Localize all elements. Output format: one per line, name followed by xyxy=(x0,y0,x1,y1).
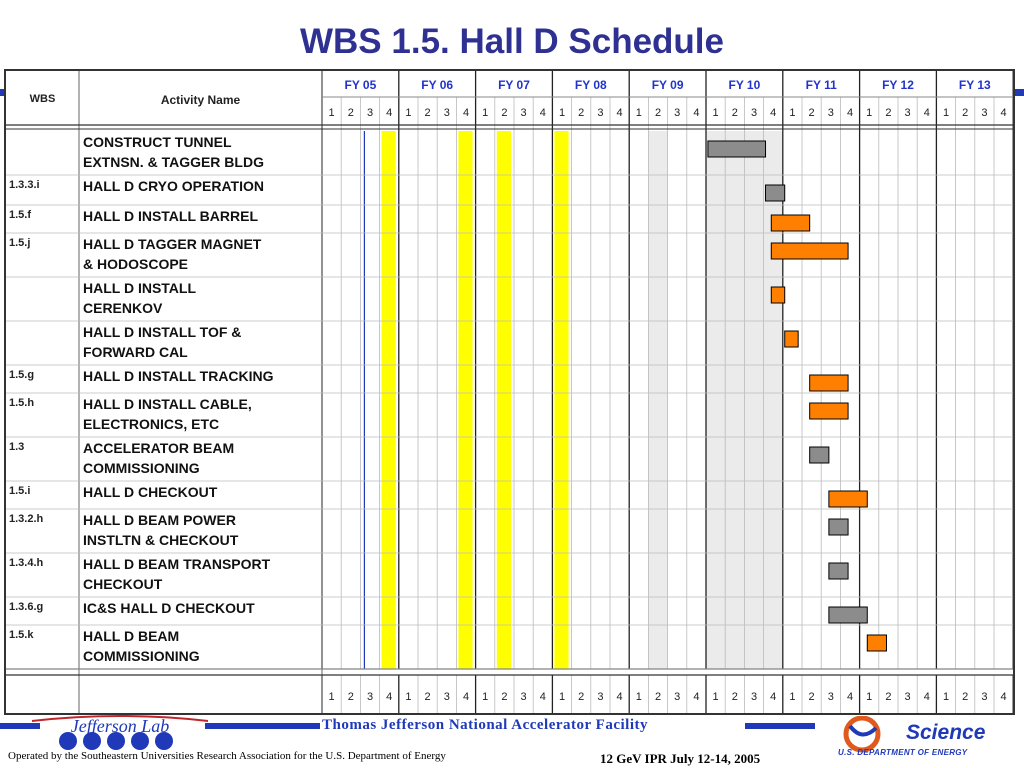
svg-text:Jefferson Lab: Jefferson Lab xyxy=(70,716,170,736)
quarter-footer: 4 xyxy=(616,691,623,703)
task-bar-orange xyxy=(829,491,867,507)
shaded-period-0 xyxy=(648,131,667,669)
quarter-header: 3 xyxy=(366,107,374,119)
task-bar-gray xyxy=(829,563,848,579)
quarter-header: 1 xyxy=(789,107,796,119)
quarter-footer: 4 xyxy=(1000,691,1007,703)
row-activity-name: COMMISSIONING xyxy=(83,648,200,664)
fy-header-0: FY 05 xyxy=(344,78,377,92)
task-bar-orange xyxy=(810,403,848,419)
row-wbs-code: 1.3.3.i xyxy=(9,179,40,191)
yellow-marker-2 xyxy=(497,131,511,669)
quarter-header: 3 xyxy=(674,107,681,119)
quarter-footer: 4 xyxy=(386,691,393,703)
row-activity-name: HALL D INSTALL xyxy=(83,280,197,296)
quarter-header: 4 xyxy=(539,107,546,119)
task-bar-gray xyxy=(708,141,766,157)
quarter-footer: 1 xyxy=(789,691,796,703)
row-activity-name: CHECKOUT xyxy=(83,576,163,592)
quarter-footer: 3 xyxy=(750,691,758,703)
quarter-header: 3 xyxy=(750,107,758,119)
row-activity-name: HALL D INSTALL CABLE, xyxy=(83,396,252,412)
quarter-footer: 2 xyxy=(808,691,815,703)
quarter-footer: 3 xyxy=(827,691,834,703)
quarter-footer: 1 xyxy=(482,691,489,703)
quarter-footer: 2 xyxy=(501,691,508,703)
fy-header-1: FY 06 xyxy=(421,78,454,92)
quarter-header: 2 xyxy=(962,107,969,119)
task-bar-gray xyxy=(829,607,867,623)
doe-science-wordmark: Science xyxy=(906,721,986,744)
quarter-footer: 3 xyxy=(597,691,604,703)
quarter-footer: 3 xyxy=(674,691,681,703)
activity-header: Activity Name xyxy=(160,93,241,107)
quarter-header: 1 xyxy=(328,107,335,119)
row-activity-name: HALL D INSTALL TOF & xyxy=(83,324,242,340)
yellow-marker-3 xyxy=(554,131,568,669)
quarter-header: 2 xyxy=(808,107,815,119)
task-bar-orange xyxy=(810,375,848,391)
row-activity-name: CONSTRUCT TUNNEL xyxy=(83,134,232,150)
quarter-header: 1 xyxy=(482,107,489,119)
fy-header-2: FY 07 xyxy=(498,78,530,92)
jefferson-lab-logo xyxy=(30,713,210,751)
task-bar-orange xyxy=(785,331,798,347)
row-wbs-code: 1.3 xyxy=(9,441,25,453)
quarter-header: 3 xyxy=(597,107,604,119)
fy-header-5: FY 10 xyxy=(728,78,761,92)
quarter-header: 3 xyxy=(827,107,834,119)
quarter-footer: 2 xyxy=(885,691,892,703)
quarter-header: 2 xyxy=(424,107,431,119)
quarter-footer: 4 xyxy=(539,691,546,703)
quarter-header: 1 xyxy=(558,107,566,119)
quarter-header: 3 xyxy=(443,107,450,119)
quarter-header: 2 xyxy=(885,107,892,119)
quarter-footer: 2 xyxy=(962,691,969,703)
row-wbs-code: 1.5.f xyxy=(9,209,32,221)
row-activity-name: HALL D BEAM xyxy=(83,628,180,644)
row-wbs-code: 1.5.k xyxy=(9,629,34,641)
row-activity-name: HALL D CHECKOUT xyxy=(83,484,218,500)
row-activity-name: ACCELERATOR BEAM xyxy=(83,440,235,456)
quarter-header: 1 xyxy=(942,107,950,119)
quarter-header: 2 xyxy=(578,107,585,119)
quarter-footer: 2 xyxy=(731,691,738,703)
row-activity-name: & HODOSCOPE xyxy=(83,256,189,272)
yellow-marker-0 xyxy=(382,131,396,669)
facility-name: Thomas Jefferson National Accelerator Facility xyxy=(322,717,648,733)
row-activity-name: HALL D INSTALL BARREL xyxy=(83,208,258,224)
quarter-footer: 3 xyxy=(904,691,911,703)
quarter-header: 2 xyxy=(347,107,354,119)
task-bar-gray xyxy=(829,519,848,535)
quarter-header: 4 xyxy=(693,107,700,119)
slide-title: WBS 1.5. Hall D Schedule xyxy=(300,22,724,61)
quarter-footer: 4 xyxy=(462,691,470,703)
quarter-header: 1 xyxy=(712,107,719,119)
quarter-header: 4 xyxy=(616,107,623,119)
task-bar-orange xyxy=(771,287,784,303)
quarter-footer: 1 xyxy=(558,691,566,703)
quarter-footer: 4 xyxy=(846,691,854,703)
row-activity-name: INSTLTN & CHECKOUT xyxy=(83,532,239,548)
gantt-chart xyxy=(4,69,1015,715)
quarter-header: 3 xyxy=(520,107,527,119)
row-wbs-code: 1.3.4.h xyxy=(9,557,44,569)
quarter-header: 4 xyxy=(462,107,470,119)
quarter-header: 2 xyxy=(654,107,662,119)
task-bar-gray xyxy=(810,447,829,463)
row-activity-name: HALL D BEAM TRANSPORT xyxy=(83,556,271,572)
quarter-footer: 1 xyxy=(405,691,412,703)
quarter-header: 2 xyxy=(501,107,508,119)
quarter-footer: 1 xyxy=(866,691,873,703)
task-bar-gray xyxy=(766,185,785,201)
quarter-header: 4 xyxy=(770,107,777,119)
quarter-header: 3 xyxy=(904,107,911,119)
fy-header-6: FY 11 xyxy=(805,78,837,92)
quarter-header: 4 xyxy=(846,107,854,119)
wbs-header: WBS xyxy=(29,93,56,105)
row-activity-name: EXTNSN. & TAGGER BLDG xyxy=(83,154,264,170)
task-bar-orange xyxy=(771,215,809,231)
quarter-footer: 1 xyxy=(942,691,950,703)
row-wbs-code: 1.5.i xyxy=(9,485,31,497)
quarter-footer: 3 xyxy=(520,691,527,703)
quarter-footer: 1 xyxy=(712,691,719,703)
fy-header-7: FY 12 xyxy=(882,78,914,92)
quarter-header: 4 xyxy=(1000,107,1007,119)
row-activity-name: HALL D TAGGER MAGNET xyxy=(83,236,262,252)
quarter-footer: 3 xyxy=(366,691,374,703)
row-activity-name: ELECTRONICS, ETC xyxy=(83,416,220,432)
doe-name: U.S. DEPARTMENT OF ENERGY xyxy=(838,748,968,757)
row-activity-name: HALL D BEAM POWER xyxy=(83,512,236,528)
quarter-header: 1 xyxy=(866,107,873,119)
fy-header-4: FY 09 xyxy=(651,78,684,92)
fy-header-3: FY 08 xyxy=(574,78,607,92)
quarter-footer: 2 xyxy=(347,691,354,703)
quarter-header: 4 xyxy=(923,107,930,119)
quarter-header: 2 xyxy=(731,107,738,119)
quarter-footer: 3 xyxy=(443,691,450,703)
quarter-footer: 4 xyxy=(923,691,930,703)
quarter-footer: 2 xyxy=(654,691,662,703)
gantt-svg xyxy=(6,71,1013,713)
quarter-header: 3 xyxy=(981,107,988,119)
quarter-footer: 4 xyxy=(693,691,700,703)
task-bar-orange xyxy=(867,635,886,651)
row-wbs-code: 1.5.h xyxy=(9,397,35,409)
row-activity-name: COMMISSIONING xyxy=(83,460,200,476)
row-wbs-code: 1.5.g xyxy=(9,369,35,381)
row-activity-name: IC&S HALL D CHECKOUT xyxy=(83,600,255,616)
row-activity-name: FORWARD CAL xyxy=(83,344,188,360)
quarter-footer: 2 xyxy=(424,691,431,703)
row-activity-name: CERENKOV xyxy=(83,300,163,316)
quarter-footer: 4 xyxy=(770,691,777,703)
right-accent-bar xyxy=(1015,89,1024,96)
operated-by-text: Operated by the Southeastern Universities Research Association for the U.S. Department of Energy xyxy=(8,750,446,762)
row-wbs-code: 1.3.6.g xyxy=(9,601,44,613)
row-activity-name: HALL D CRYO OPERATION xyxy=(83,178,264,194)
quarter-footer: 1 xyxy=(328,691,335,703)
quarter-header: 1 xyxy=(635,107,642,119)
row-activity-name: HALL D INSTALL TRACKING xyxy=(83,368,274,384)
quarter-footer: 3 xyxy=(981,691,988,703)
fy-header-8: FY 13 xyxy=(958,78,991,92)
quarter-footer: 1 xyxy=(635,691,642,703)
task-bar-orange xyxy=(771,243,848,259)
quarter-header: 4 xyxy=(386,107,393,119)
row-wbs-code: 1.3.2.h xyxy=(9,513,44,525)
quarter-header: 1 xyxy=(405,107,412,119)
yellow-marker-1 xyxy=(458,131,472,669)
conference-text: 12 GeV IPR July 12-14, 2005 xyxy=(600,751,761,766)
row-wbs-code: 1.5.j xyxy=(9,237,31,249)
quarter-footer: 2 xyxy=(578,691,585,703)
